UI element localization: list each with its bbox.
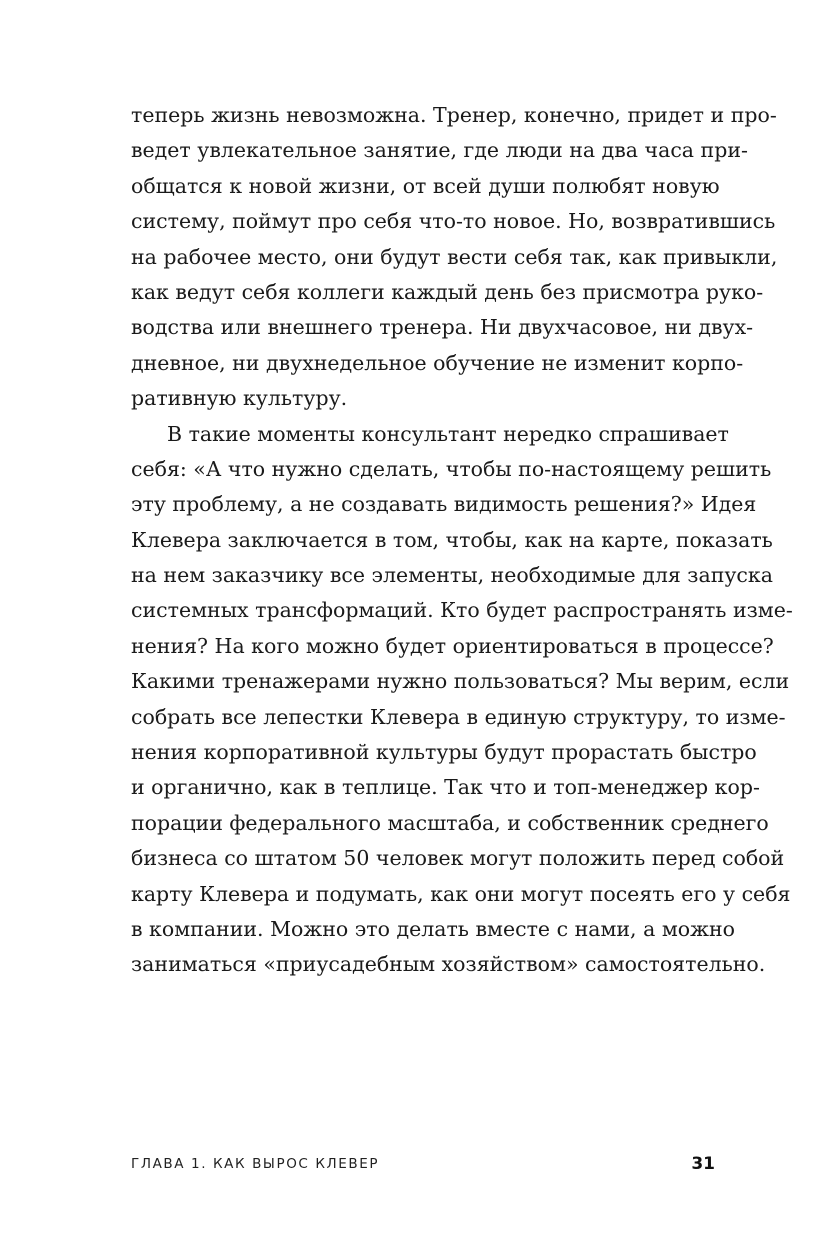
text-line: и органично, как в теплице. Так что и топ-менеджер кор-	[131, 775, 760, 800]
text-line: в компании. Можно это делать вместе с нами, а можно	[131, 916, 735, 941]
text-line: себя: «А что нужно сделать, чтобы по-настоящему решить	[131, 456, 772, 481]
text-line: Клевера заключается в том, чтобы, как на карте, показать	[131, 527, 773, 552]
text-line: карту Клевера и подумать, как они могут посеять его у себя	[131, 881, 791, 906]
text-line: водства или внешнего тренера. Ни двухчасовое, ни двух-	[131, 315, 754, 340]
text-line: ративную культуру.	[131, 386, 348, 411]
text-line: порации федерального масштаба, и собственник среднего	[131, 810, 769, 835]
text-line: заниматься «приусадебным хозяйством» самостоятельно.	[131, 952, 766, 977]
text-line: систему, поймут про себя что-то новое. Но, возвратившись	[131, 209, 776, 234]
body-text	[131, 98, 793, 983]
running-head: ГЛАВА 1. КАК ВЫРОС КЛЕВЕР	[131, 1156, 380, 1172]
paragraph-1	[131, 98, 778, 417]
text-line: дневное, ни двухнедельное обучение не изменит корпо-	[131, 350, 744, 375]
text-line: ведет увлекательное занятие, где люди на два часа при-	[131, 138, 748, 163]
text-line: как ведут себя коллеги каждый день без присмотра руко-	[131, 279, 764, 304]
text-line: теперь жизнь невозможна. Тренер, конечно, придет и про-	[131, 103, 777, 127]
text-line: эту проблему, а не создавать видимость решения?» Идея	[131, 492, 757, 517]
text-line: на нем заказчику все элементы, необходимые для запуска	[131, 563, 773, 588]
text-line: бизнеса со штатом 50 человек могут положить перед собой	[131, 846, 785, 871]
text-line: собрать все лепестки Клевера в единую структуру, то изме-	[131, 704, 786, 729]
text-line: общатся к новой жизни, от всей души полюбят новую	[131, 173, 720, 198]
text-line: Какими тренажерами нужно пользоваться? Мы верим, если	[131, 669, 790, 694]
page-number: 31	[691, 1154, 715, 1174]
text-line: нения корпоративной культуры будут прорастать быстро	[131, 740, 757, 765]
paragraph-2	[131, 417, 793, 983]
text-line: на рабочее место, они будут вести себя так, как привыкли,	[131, 244, 778, 269]
text-line: нения? На кого можно будет ориентироваться в процессе?	[131, 633, 774, 658]
text-line: системных трансформаций. Кто будет распространять изме-	[131, 598, 793, 623]
page-footer	[131, 1150, 715, 1178]
text-line: В такие моменты консультант нередко спрашивает	[167, 421, 729, 446]
